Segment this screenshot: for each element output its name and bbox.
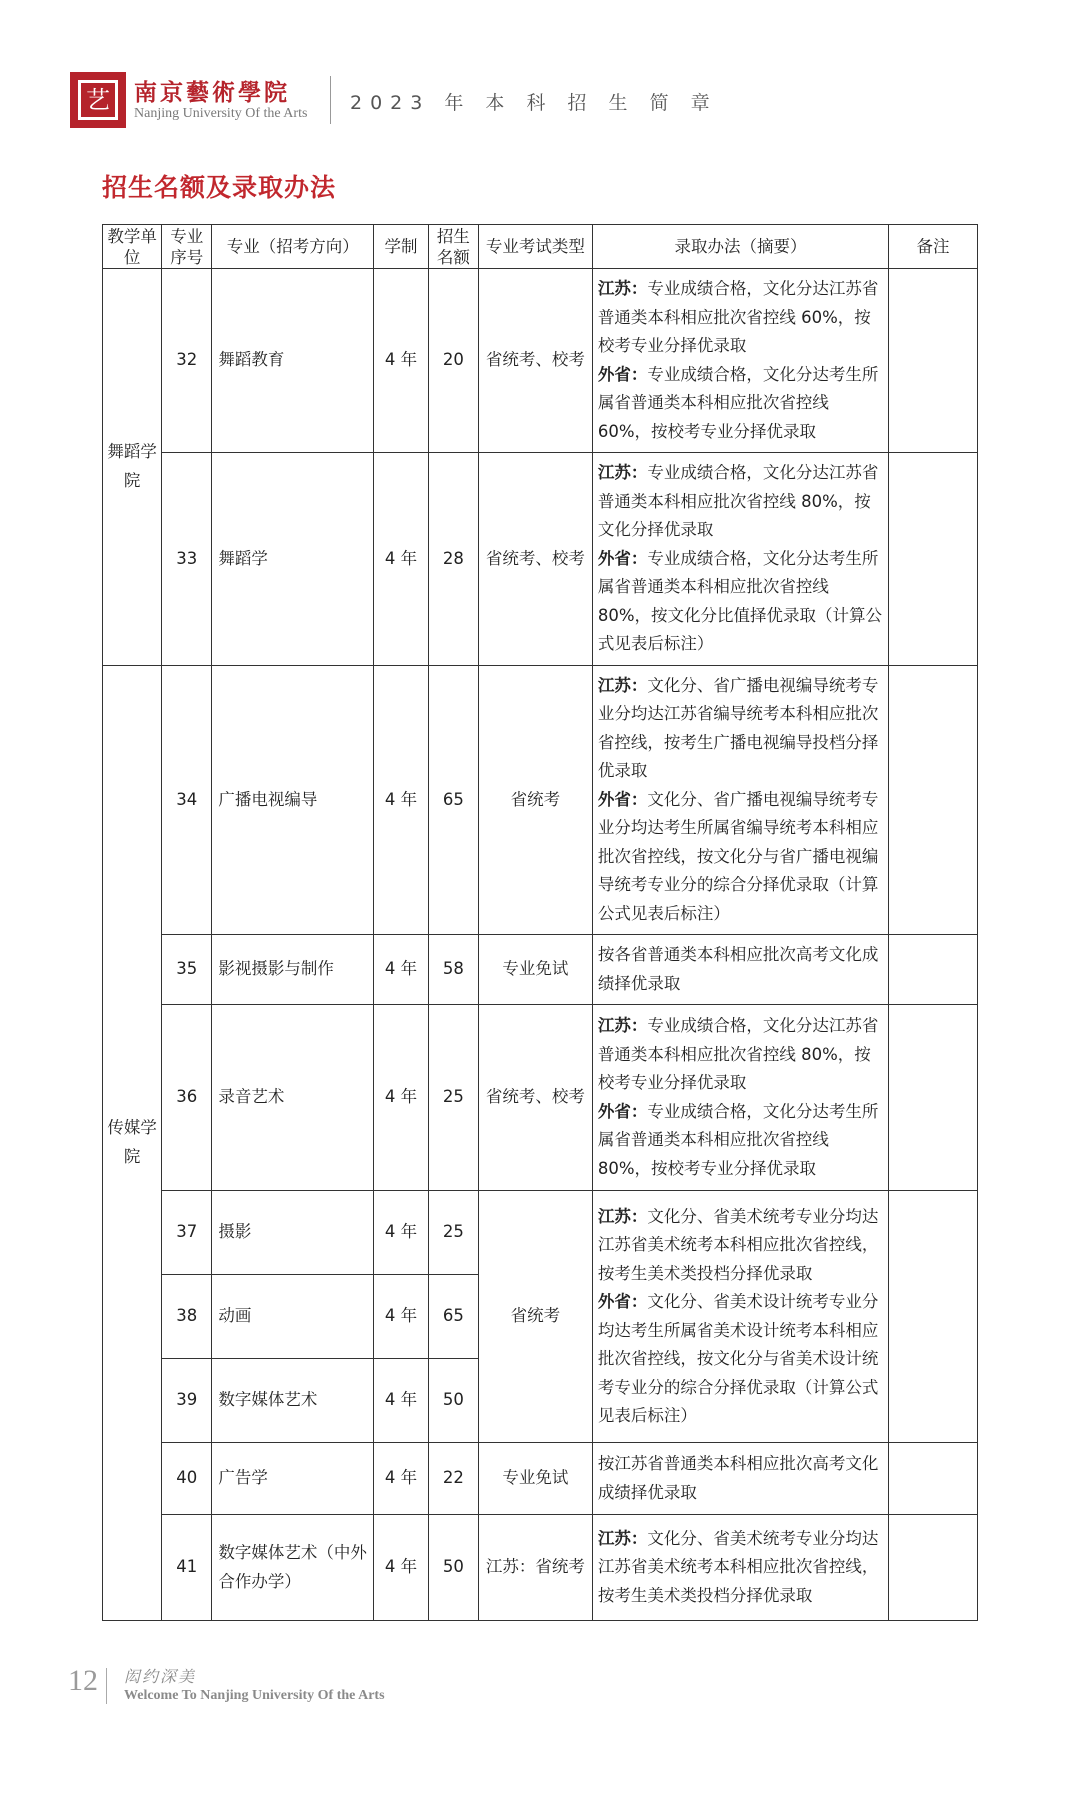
duration-cell: 4 年 [374, 1005, 429, 1191]
seq-cell: 38 [162, 1275, 212, 1359]
exam-type-cell: 专业免试 [478, 1443, 592, 1515]
jiangsu-label: 江苏： [597, 675, 648, 695]
major-cell: 广播电视编导 [212, 665, 374, 935]
header-divider [330, 76, 331, 124]
header-quota: 招生名额 [428, 225, 478, 269]
major-cell: 动画 [212, 1275, 374, 1359]
unit-cell: 传媒学院 [103, 665, 162, 1621]
table-row [103, 1005, 978, 1191]
jiangsu-label: 江苏： [597, 1206, 648, 1226]
exam-type-cell: 省统考 [478, 1191, 592, 1443]
remarks-cell [889, 1005, 978, 1191]
duration-cell: 4 年 [374, 1275, 429, 1359]
major-cell: 舞蹈学 [212, 453, 374, 666]
jiangsu-text: 文化分、省广播电视编导统考专业分均达江苏省编导统考本科相应批次省控线，按考生广播电视编导投档分择优录取 [597, 675, 879, 780]
duration-cell: 4 年 [374, 1191, 429, 1275]
duration-cell: 4 年 [374, 935, 429, 1005]
other-province-label: 外省： [597, 789, 648, 809]
table-row [103, 935, 978, 1005]
jiangsu-label: 江苏： [597, 1528, 648, 1548]
header-method: 录取办法（摘要） [592, 225, 888, 269]
remarks-cell [889, 453, 978, 666]
page-number: 12 [68, 1664, 98, 1697]
method-cell [592, 269, 888, 453]
header-remarks: 备注 [889, 225, 978, 269]
jiangsu-text: 专业成绩合格，文化分达江苏省普通类本科相应批次省控线 80%，按校考专业分择优录取 [597, 1016, 879, 1092]
table-row [103, 1515, 978, 1621]
quota-cell: 25 [428, 1005, 478, 1191]
jiangsu-label: 江苏： [597, 279, 648, 298]
table-row [103, 269, 978, 453]
enrollment-table [102, 224, 978, 1621]
document-title: 2023 年 本 科 招 生 简 章 [350, 92, 718, 114]
table-row [103, 1191, 978, 1275]
page-header [70, 72, 970, 132]
quota-cell: 22 [428, 1443, 478, 1515]
header-exam-type: 专业考试类型 [478, 225, 592, 269]
other-province-text: 专业成绩合格，文化分达考生所属省普通类本科相应批次省控线 80%，按文化分比值择优录取（计算公式见表后标注） [597, 548, 883, 653]
major-cell: 影视摄影与制作 [212, 935, 374, 1005]
other-province-text: 文化分、省美术设计统考专业分均达考生所属省美术设计统考本科相应批次省控线，按文化分与省美术设计统考专业分的综合分择优录取（计算公式见表后标注） [597, 1292, 879, 1425]
jiangsu-label: 江苏： [597, 1016, 648, 1035]
jiangsu-text: 文化分、省美术统考专业分均达江苏省美术统考本科相应批次省控线，按考生美术类投档分择优录取 [597, 1206, 879, 1283]
method-cell [592, 453, 888, 666]
duration-cell: 4 年 [374, 1515, 429, 1621]
quota-cell: 50 [428, 1359, 478, 1443]
remarks-cell [889, 1443, 978, 1515]
major-cell: 录音艺术 [212, 1005, 374, 1191]
duration-cell: 4 年 [374, 269, 429, 453]
other-province-text: 文化分、省广播电视编导统考专业分均达考生所属省编导统考本科相应批次省控线，按文化分与省广播电视编导统考专业分的综合分择优录取（计算公式见表后标注） [597, 789, 879, 923]
other-province-label: 外省： [597, 1101, 648, 1121]
quota-cell: 20 [428, 269, 478, 453]
footer-slogan-en: Welcome To Nanjing University Of the Arts [124, 1688, 385, 1703]
duration-cell: 4 年 [374, 665, 429, 935]
other-province-label: 外省： [597, 1292, 648, 1311]
logo-glyph: 艺 [78, 80, 118, 120]
university-logo [70, 72, 126, 128]
section-title: 招生名额及录取办法 [102, 173, 337, 202]
exam-type-cell: 专业免试 [478, 935, 592, 1005]
table-row [103, 1443, 978, 1515]
seq-cell: 39 [162, 1359, 212, 1443]
exam-type-cell: 省统考、校考 [478, 269, 592, 453]
seq-cell: 40 [162, 1443, 212, 1515]
major-cell: 数字媒体艺术 [212, 1359, 374, 1443]
jiangsu-text: 专业成绩合格，文化分达江苏省普通类本科相应批次省控线 80%，按文化分择优录取 [597, 463, 879, 539]
seq-cell: 37 [162, 1191, 212, 1275]
seq-cell: 34 [162, 665, 212, 935]
method-cell [592, 665, 888, 935]
method-cell: 按各省普通类本科相应批次高考文化成绩择优录取 [592, 935, 888, 1005]
table-row [103, 665, 978, 935]
exam-type-cell: 省统考 [478, 665, 592, 935]
other-province-text: 专业成绩合格，文化分达考生所属省普通类本科相应批次省控线 80%，按校考专业分择优录取 [597, 1101, 879, 1178]
duration-cell: 4 年 [374, 453, 429, 666]
university-name-cn: 南京藝術學院 [134, 79, 290, 106]
jiangsu-text: 文化分、省美术统考专业分均达江苏省美术统考本科相应批次省控线，按考生美术类投档分择优录取 [597, 1528, 879, 1605]
jiangsu-text: 专业成绩合格，文化分达江苏省普通类本科相应批次省控线 60%，按校考专业分择优录取 [597, 279, 879, 355]
footer-slogan-cn: 闳约深美 [124, 1667, 197, 1686]
exam-type-cell: 省统考、校考 [478, 453, 592, 666]
seq-cell: 41 [162, 1515, 212, 1621]
method-cell: 按江苏省普通类本科相应批次高考文化成绩择优录取 [592, 1443, 888, 1515]
footer-divider [106, 1668, 107, 1704]
remarks-cell [889, 1515, 978, 1621]
table-header-row [103, 225, 978, 269]
quota-cell: 65 [428, 1275, 478, 1359]
table-row [103, 453, 978, 666]
exam-type-cell: 省统考、校考 [478, 1005, 592, 1191]
header-duration: 学制 [374, 225, 429, 269]
duration-cell: 4 年 [374, 1359, 429, 1443]
seq-cell: 36 [162, 1005, 212, 1191]
header-seq: 专业序号 [162, 225, 212, 269]
major-cell: 广告学 [212, 1443, 374, 1515]
method-cell [592, 1191, 888, 1443]
seq-cell: 32 [162, 269, 212, 453]
major-cell: 摄影 [212, 1191, 374, 1275]
duration-cell: 4 年 [374, 1443, 429, 1515]
quota-cell: 65 [428, 665, 478, 935]
other-province-label: 外省： [597, 364, 648, 384]
seq-cell: 33 [162, 453, 212, 666]
university-name-en: Nanjing University Of the Arts [134, 106, 308, 121]
jiangsu-label: 江苏： [597, 463, 648, 482]
remarks-cell [889, 935, 978, 1005]
remarks-cell [889, 1191, 978, 1443]
exam-type-cell: 江苏：省统考 [478, 1515, 592, 1621]
major-cell: 舞蹈教育 [212, 269, 374, 453]
method-cell [592, 1005, 888, 1191]
method-cell [592, 1515, 888, 1621]
remarks-cell [889, 665, 978, 935]
quota-cell: 25 [428, 1191, 478, 1275]
seq-cell: 35 [162, 935, 212, 1005]
header-major: 专业（招考方向） [212, 225, 374, 269]
quota-cell: 28 [428, 453, 478, 666]
quota-cell: 50 [428, 1515, 478, 1621]
other-province-text: 专业成绩合格，文化分达考生所属省普通类本科相应批次省控线 60%，按校考专业分择优录取 [597, 364, 879, 441]
unit-cell: 舞蹈学院 [103, 269, 162, 666]
other-province-label: 外省： [597, 548, 648, 568]
remarks-cell [889, 269, 978, 453]
quota-cell: 58 [428, 935, 478, 1005]
header-unit: 教学单位 [103, 225, 162, 269]
major-cell: 数字媒体艺术（中外合作办学） [212, 1515, 374, 1621]
